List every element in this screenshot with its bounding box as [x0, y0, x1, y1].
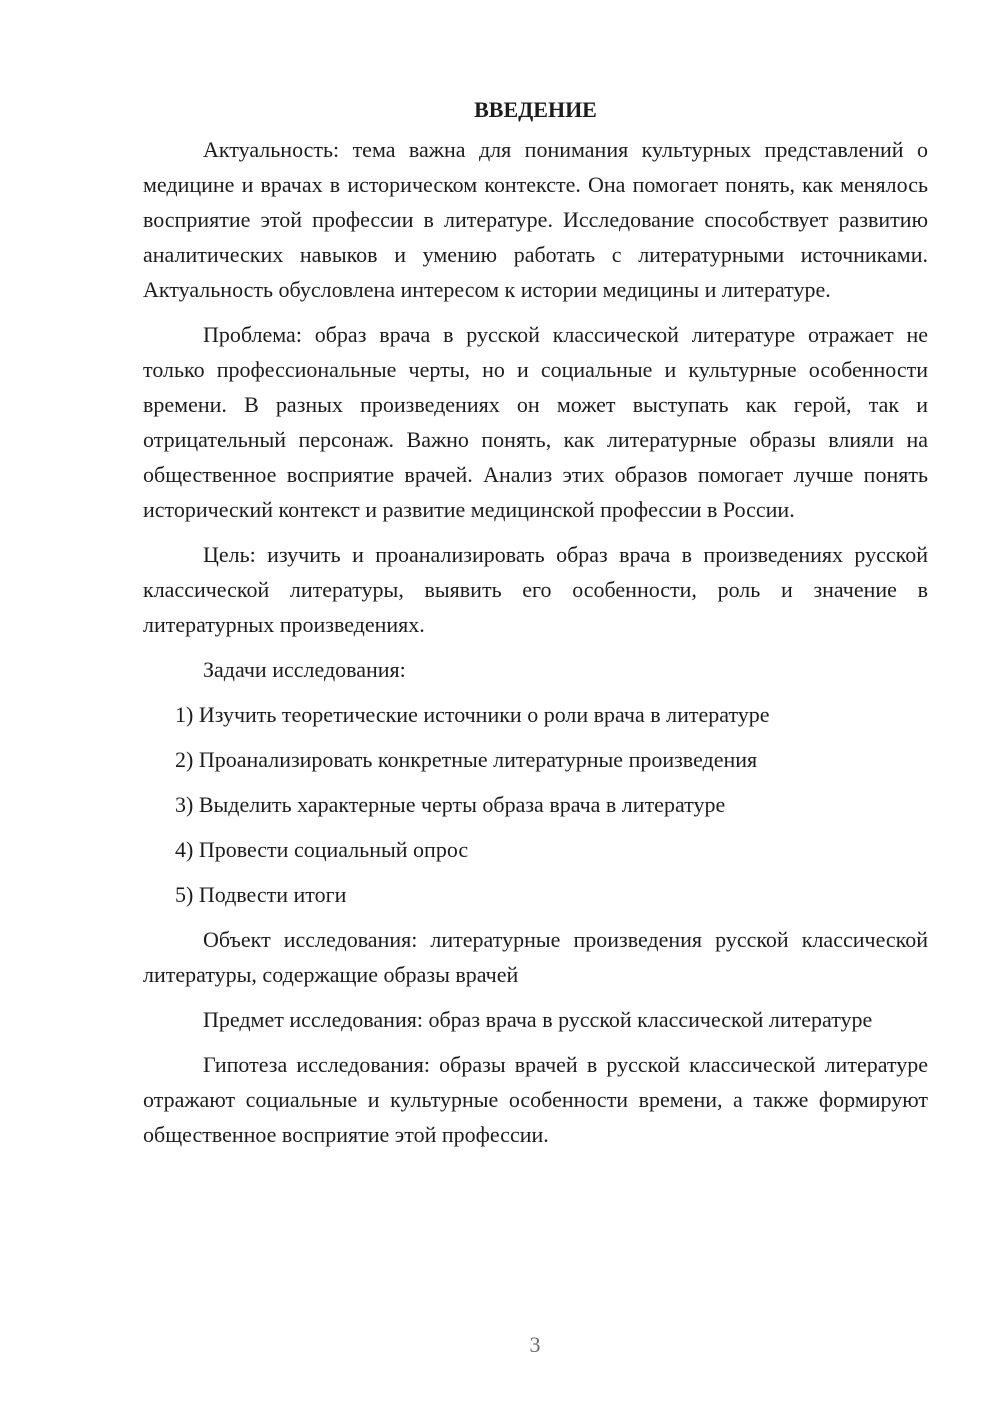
document-page — [143, 92, 928, 1162]
document-heading: ВВЕДЕНИЕ — [474, 97, 597, 122]
tasks-title: Задачи исследования: — [203, 657, 406, 682]
subject-paragraph: Предмет исследования: образ врача в русской классической литературе — [203, 1007, 873, 1032]
task-item: 5) Подвести итоги — [175, 882, 347, 907]
object-paragraph: Объект исследования: литературные произведения русской классической литературы, содержащие образы врачей — [143, 927, 928, 987]
goal-paragraph: Цель: изучить и проанализировать образ врача в произведениях русской классической литературы, выявить его особенности, роль и значение в литературных произведениях. — [143, 542, 928, 637]
task-list — [143, 697, 928, 912]
task-item: 2) Проанализировать конкретные литературные произведения — [175, 747, 758, 772]
hypothesis-paragraph: Гипотеза исследования: образы врачей в русской классической литературе отражают социальные и культурные особенности времени, а также формируют общественное восприятие этой профессии. — [143, 1052, 928, 1147]
page-number: 3 — [529, 1332, 541, 1357]
task-item: 4) Провести социальный опрос — [175, 837, 469, 862]
relevance-paragraph: Актуальность: тема важна для понимания культурных представлений о медицине и врачах в историческом контексте. Она помогает понять, как менялось восприятие этой профессии в литературе. Исследование способствует развитию аналитических навыков и умению работать с литературными источниками. Актуальность обусловлена интересом к истории медицины и литературе. — [143, 137, 928, 302]
task-item: 3) Выделить характерные черты образа врача в литературе — [175, 792, 726, 817]
task-item: 1) Изучить теоретические источники о роли врача в литературе — [175, 702, 770, 727]
problem-paragraph: Проблема: образ врача в русской классической литературе отражает не только профессиональные черты, но и социальные и культурные особенности времени. В разных произведениях он может выступать как герой, так и отрицательный персонаж. Важно понять, как литературные образы влияли на общественное восприятие врачей. Анализ этих образов помогает лучше понять исторический контекст и развитие медицинской профессии в России. — [143, 322, 928, 522]
